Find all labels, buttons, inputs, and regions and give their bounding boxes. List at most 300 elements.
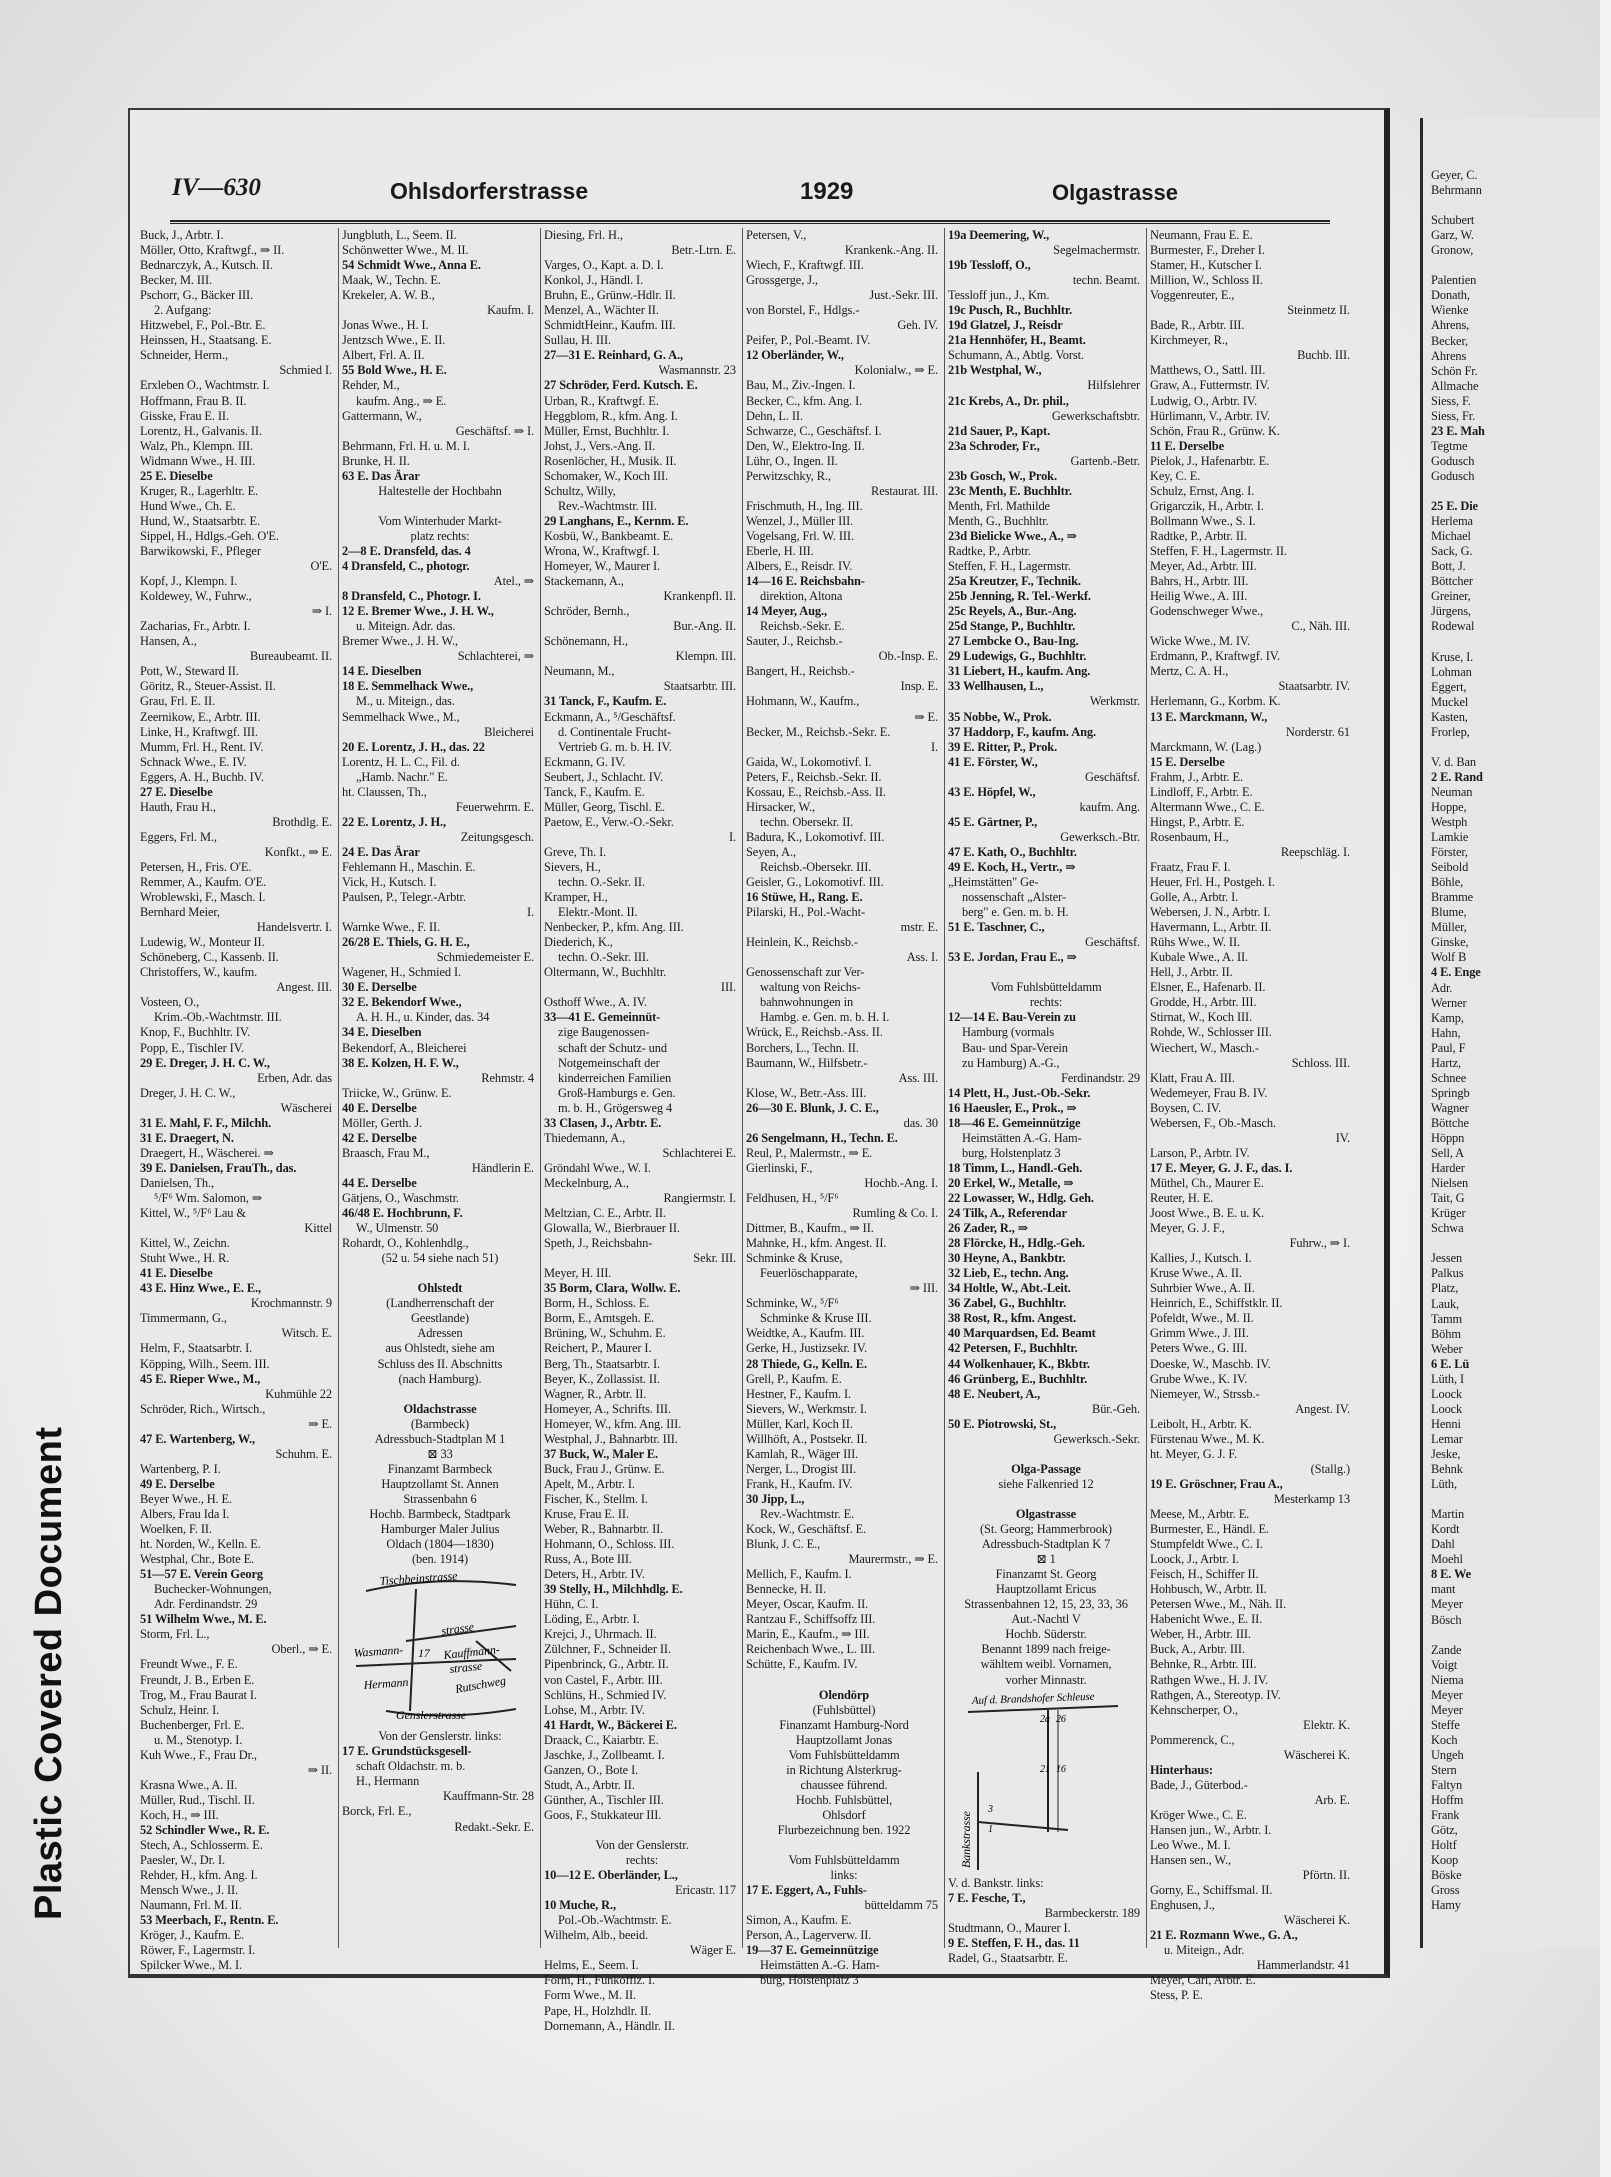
entry-line: 47 E. Kath, O., Buchhltr. xyxy=(948,844,1077,859)
entry-line: Pilarski, H., Pol.-Wacht- xyxy=(746,905,866,920)
entry-line: Von der Genslerstr. links: xyxy=(378,1729,502,1744)
entry-line: Pol.-Ob.-Wachtmstr. E. xyxy=(558,1913,672,1928)
blank-line xyxy=(746,1673,942,1688)
olgastrasse-street-map xyxy=(948,1692,1128,1872)
map-label: 17 xyxy=(418,1646,430,1661)
entry-line: techn. O.-Sekr. II. xyxy=(558,875,645,890)
entry-line: Rev.-Wachtmstr. III. xyxy=(558,498,657,513)
entry-line: Radtke, P., Arbtr. II. xyxy=(1150,528,1247,543)
entry-line: 23c Menth, E. Buchhltr. xyxy=(948,483,1072,498)
entry-line: Götz, xyxy=(1431,1823,1458,1838)
entry-line: Mesterkamp 13 xyxy=(1273,1491,1350,1506)
entry-line: Sievers, H., xyxy=(544,859,601,874)
entry-line: 46 Grünberg, E., Buchhltr. xyxy=(948,1371,1088,1386)
entry-line: Wasmannstr. 23 xyxy=(658,363,736,378)
entry-line: bahnwohnungen in xyxy=(760,995,854,1010)
entry-line: von Castel, F., Arbtr. III. xyxy=(544,1672,663,1687)
entry-line: Restaurat. III. xyxy=(871,483,938,498)
entry-line: Freundt Wwe., F. E. xyxy=(140,1657,238,1672)
entry-line: Borchers, L., Techn. II. xyxy=(746,1040,859,1055)
entry-line: Buchenberger, Frl. E. xyxy=(140,1717,245,1732)
map-label: 3 xyxy=(988,1803,993,1815)
entry-line: Stamer, H., Kutscher I. xyxy=(1150,258,1262,273)
entry-line: 35 Nobbe, W., Prok. xyxy=(948,709,1052,724)
entry-line: Zeitungsgesch. xyxy=(460,829,534,844)
entry-line: 27 E. Dieselbe xyxy=(140,784,213,799)
page-header xyxy=(172,174,1322,214)
entry-line: Kruger, R., Lagerhltr. E. xyxy=(140,483,259,498)
entry-line: SchmidtHeinr., Kaufm. III. xyxy=(544,318,676,333)
entry-line: Zacharias, Fr., Arbtr. I. xyxy=(140,619,251,634)
entry-line: Homeyer, W., kfm. Ang. III. xyxy=(544,1416,682,1431)
entry-line: Gerke, H., Justizsekr. IV. xyxy=(746,1341,868,1356)
entry-line: H., Hermann xyxy=(356,1774,420,1789)
entry-line: Linke, H., Kraftwgf. III. xyxy=(140,724,258,739)
entry-line: Stumpfeldt Wwe., C. I. xyxy=(1150,1537,1263,1552)
entry-line: Bur.-Ang. II. xyxy=(673,619,736,634)
entry-line: Meese, M., Arbtr. E. xyxy=(1150,1506,1250,1521)
entry-line: Hund, W., Staatsarbtr. E. xyxy=(140,513,261,528)
column-3 xyxy=(544,228,740,2033)
entry-line: Gewerksch.-Btr. xyxy=(1060,829,1140,844)
entry-line: Joost Wwe., B. E. u. K. xyxy=(1150,1206,1265,1221)
entry-line: Stirnat, W., Koch III. xyxy=(1150,1010,1253,1025)
entry-line: 20 E. Lorentz, J. H., das. 22 xyxy=(342,739,485,754)
entry-line: Wagner xyxy=(1431,1100,1469,1115)
entry-line: 12 Oberländer, W., xyxy=(746,348,844,363)
entry-line: 9 E. Steffen, F. H., das. 11 xyxy=(948,1935,1080,1950)
entry-line: Geestlande) xyxy=(410,1311,470,1326)
entry-line: Herlema xyxy=(1431,514,1473,529)
entry-line: Rathgen, A., Stereotyp. IV. xyxy=(1150,1687,1281,1702)
entry-line: 25 E. Dieselbe xyxy=(140,468,213,483)
entry-line: Müller, Rud., Tischl. II. xyxy=(140,1792,255,1807)
entry-line: Bleicherei xyxy=(484,724,534,739)
entry-line: 6 E. Lü xyxy=(1431,1356,1470,1371)
entry-line: Krankenk.-Ang. II. xyxy=(844,243,938,258)
entry-line: Steinmetz II. xyxy=(1287,303,1350,318)
entry-line: 26—30 E. Blunk, J. C. E., xyxy=(746,1100,879,1115)
entry-line: Eggers, A. H., Buchb. IV. xyxy=(140,769,264,784)
entry-line: Baumann, W., Hilfsbetr.- xyxy=(746,1055,868,1070)
entry-line: Kock, W., Geschäftsf. E. xyxy=(746,1522,867,1537)
entry-line: 31 E. Draegert, N. xyxy=(140,1130,234,1145)
entry-line: Hingst, P., Arbtr. E. xyxy=(1150,814,1245,829)
entry-line: Siess, F. xyxy=(1431,393,1471,408)
entry-line: Muckel xyxy=(1431,694,1469,709)
entry-line: Becker, M. III. xyxy=(140,273,212,288)
entry-line: Seubert, J., Schlacht. IV. xyxy=(544,769,663,784)
entry-line: 10 Muche, R., xyxy=(544,1898,617,1913)
entry-line: Hund Wwe., Ch. E. xyxy=(140,498,236,513)
entry-line: Maak, W., Techn. E. xyxy=(342,273,441,288)
entry-line: Krekeler, A. W. B., xyxy=(342,288,435,303)
entry-line: Feisch, H., Schiffer II. xyxy=(1150,1567,1259,1582)
entry-line: Oltermann, W., Buchhltr. xyxy=(544,965,667,980)
entry-line: ⇒ I. xyxy=(311,604,332,619)
entry-line: Paul, F xyxy=(1431,1040,1466,1055)
entry-line: Key, C. E. xyxy=(1150,468,1201,483)
entry-line: Rosenbaum, H., xyxy=(1150,829,1229,844)
entry-line: Von der Genslerstr. xyxy=(595,1838,689,1853)
entry-line: Million, W., Schloss II. xyxy=(1150,273,1263,288)
entry-line: Wicke Wwe., M. IV. xyxy=(1150,634,1251,649)
entry-line: Finanzamt Hamburg-Nord xyxy=(779,1717,909,1732)
entry-line: Feldhusen, H., ⁵/F⁶ xyxy=(746,1191,839,1205)
entry-line: Allmache xyxy=(1431,378,1479,393)
entry-line: Form Wwe., M. II. xyxy=(544,1988,637,2003)
entry-line: Meyer, Carl, Arbtr. E. xyxy=(1150,1973,1256,1988)
entry-line: Neuman xyxy=(1431,784,1473,799)
entry-line: Eggers, Frl. M., xyxy=(140,829,217,844)
entry-line: Schütte, F., Kaufm. IV. xyxy=(746,1657,858,1672)
entry-line: 18—46 E. Gemeinnützige xyxy=(948,1115,1081,1130)
entry-line: in Richtung Alsterkrug- xyxy=(786,1762,902,1777)
entry-line: Jungbluth, L., Seem. II. xyxy=(342,228,457,242)
entry-line: Loock xyxy=(1431,1386,1463,1401)
entry-line: Flurbezeichnung ben. 1922 xyxy=(777,1822,911,1837)
entry-line: Homeyer, W., Maurer I. xyxy=(544,559,661,574)
entry-line: Elektr. K. xyxy=(1303,1717,1350,1732)
entry-line: 8 Dransfeld, C., Photogr. I. xyxy=(342,589,481,604)
entry-line: Paulsen, P., Telegr.-Arbtr. xyxy=(342,890,466,905)
entry-line: kaufm. Ang., ⇒ E. xyxy=(356,393,447,408)
blank-line xyxy=(544,1823,740,1838)
entry-line: 51 Wilhelm Wwe., M. E. xyxy=(140,1612,267,1627)
map-label: Rutschweg xyxy=(454,1673,507,1697)
entry-line: Erdmann, P., Kraftwgf. IV. xyxy=(1150,649,1281,664)
entry-line: bütteldamm 75 xyxy=(864,1898,938,1913)
entry-line: Doeske, W., Maschb. IV. xyxy=(1150,1356,1271,1371)
entry-line: Dittmer, B., Kaufm., ⇒ II. xyxy=(746,1221,874,1236)
entry-line: Handelsvertr. I. xyxy=(256,920,332,935)
entry-line: Geisler, G., Lokomotivf. III. xyxy=(746,875,884,890)
entry-line: 25a Kreutzer, F., Technik. xyxy=(948,574,1081,589)
entry-line: Krasna Wwe., A. II. xyxy=(140,1777,238,1792)
entry-line: 44 E. Derselbe xyxy=(342,1175,417,1190)
entry-line: Behnk xyxy=(1431,1462,1463,1477)
entry-line: Hühn, C. I. xyxy=(544,1597,599,1612)
blank-line xyxy=(342,499,538,514)
entry-line: Koop xyxy=(1431,1853,1459,1868)
entry-line: Hochb. Fuhlsbüttel, xyxy=(795,1792,893,1807)
entry-line: Kruse, Frau E. II. xyxy=(544,1506,629,1521)
entry-line: 55 Bold Wwe., H. E. xyxy=(342,363,447,378)
entry-line: 21 E. Rozmann Wwe., G. A., xyxy=(1150,1928,1298,1943)
entry-line: 32 E. Bekendorf Wwe., xyxy=(342,995,462,1010)
entry-line: Pape, H., Holzhdlr. II. xyxy=(544,2003,652,2018)
entry-line: Köpping, Wilh., Seem. III. xyxy=(140,1356,270,1371)
entry-line: Draack, C., Kaiarbtr. E. xyxy=(544,1732,659,1747)
entry-line: aus Ohlstedt, siehe am xyxy=(385,1341,495,1356)
entry-line: Glowalla, W., Bierbrauer II. xyxy=(544,1221,680,1236)
entry-line: Feuerlöschapparate, xyxy=(760,1266,858,1281)
entry-line: Seyen, A., xyxy=(746,844,796,859)
entry-line: Fuhrw., ⇒ I. xyxy=(1289,1236,1350,1251)
entry-line: Peters, F., Reichsb.-Sekr. II. xyxy=(746,769,882,784)
entry-line: Behrmann, Frl. H. u. M. I. xyxy=(342,438,470,453)
entry-line: Koch xyxy=(1431,1732,1458,1747)
blank-line xyxy=(948,1447,1144,1462)
entry-line: Eberle, H. III. xyxy=(746,543,814,558)
entry-line: Paetow, E., Verw.-O.-Sekr. xyxy=(544,814,674,829)
entry-line: Bösch xyxy=(1431,1612,1462,1627)
adjacent-page-column xyxy=(1431,168,1611,1913)
entry-line: Menth, G., Buchhltr. xyxy=(948,513,1049,528)
entry-line: Springb xyxy=(1431,1085,1470,1100)
entry-line: Bremer Wwe., J. H. W., xyxy=(342,634,458,649)
entry-line: Pielok, J., Hafenarbtr. E. xyxy=(1150,453,1270,468)
entry-line: Meltzian, C. E., Arbtr. II. xyxy=(544,1206,666,1221)
entry-line: 13 E. Marckmann, W., xyxy=(1150,709,1268,724)
entry-line: Heimstätten A.-G. Ham- xyxy=(962,1130,1082,1145)
entry-line: ht. Meyer, G. J. F. xyxy=(1150,1446,1238,1461)
entry-line: Hohmann, O., Schloss. III. xyxy=(544,1537,675,1552)
entry-line: 40 E. Derselbe xyxy=(342,1100,417,1115)
entry-line: Form, H., Funkoffiz. I. xyxy=(544,1973,656,1988)
entry-line: Genossenschaft zur Ver- xyxy=(746,965,865,980)
entry-line: Becker, xyxy=(1431,333,1468,348)
entry-line: Varges, O., Kapt. a. D. I. xyxy=(544,258,664,273)
entry-line: 7 E. Fesche, T., xyxy=(948,1890,1026,1905)
entry-line: 42 Petersen, F., Buchhltr. xyxy=(948,1341,1078,1356)
entry-line: Hochb. Barmbeck, Stadtpark xyxy=(369,1506,511,1521)
entry-line: Pott, W., Steward II. xyxy=(140,664,239,679)
entry-line: Meyer, Oscar, Kaufm. II. xyxy=(746,1597,869,1612)
entry-line: Just.-Sekr. III. xyxy=(869,288,938,303)
entry-line: Koch, H., ⇒ III. xyxy=(140,1807,219,1822)
entry-line: Brüning, W., Schuhm. E. xyxy=(544,1326,666,1341)
entry-line: Johst, J., Vers.-Ang. II. xyxy=(544,438,656,453)
entry-line: Konkol, J., Händl. I. xyxy=(544,273,644,288)
entry-line: Wäscherei K. xyxy=(1283,1747,1350,1762)
entry-line: berg" e. Gen. m. b. H. xyxy=(962,905,1069,920)
entry-line: Deters, H., Arbtr. IV. xyxy=(544,1567,645,1582)
entry-line: Schmied I. xyxy=(279,363,332,378)
entry-line: Hohbusch, W., Arbtr. II. xyxy=(1150,1582,1267,1597)
entry-line: chaussee führend. xyxy=(800,1777,888,1792)
entry-line: Holtf xyxy=(1431,1838,1457,1853)
entry-line: Sell, A xyxy=(1431,1146,1465,1161)
entry-line: Hauptzollamt St. Annen xyxy=(381,1476,499,1491)
entry-line: Triicke, W., Grünw. E. xyxy=(342,1085,452,1100)
entry-line: Schnee xyxy=(1431,1070,1467,1085)
entry-line: Albert, Frl. A. II. xyxy=(342,348,425,363)
entry-line: Schluss des II. Abschnitts xyxy=(377,1356,503,1371)
entry-line: Klempn. III. xyxy=(675,649,736,664)
entry-line: 4 E. Enge xyxy=(1431,965,1481,980)
entry-line: 16 Haeusler, E., Prok., ⇒ xyxy=(948,1100,1077,1115)
entry-line: Ungeh xyxy=(1431,1747,1464,1762)
entry-line: 28 Thiede, G., Kelln. E. xyxy=(746,1356,867,1371)
entry-line: Jessen xyxy=(1431,1251,1463,1266)
entry-line: 34 Holtle, W., Abt.-Leit. xyxy=(948,1281,1071,1296)
map-street-line xyxy=(356,1659,516,1666)
entry-line: Weber, R., Bahnarbtr. II. xyxy=(544,1522,664,1537)
entry-line: Hilfslehrer xyxy=(1087,378,1140,393)
entry-line: Kossau, E., Reichsb.-Ass. II. xyxy=(746,784,886,799)
entry-line: Stech, A., Schlosserm. E. xyxy=(140,1838,263,1853)
entry-line: Frischmuth, H., Ing. III. xyxy=(746,498,863,513)
entry-line: Bau, M., Ziv.-Ingen. I. xyxy=(746,378,856,393)
entry-line: Reichsb.-Sekr. E. xyxy=(760,619,845,634)
entry-line: Dehn, L. II. xyxy=(746,408,803,423)
entry-line: Tegtme xyxy=(1431,438,1468,453)
entry-line: ⇒ E. xyxy=(308,1416,332,1431)
column-divider xyxy=(944,228,945,1948)
entry-line: Oldach (1804—1830) xyxy=(386,1537,494,1552)
entry-line: I. xyxy=(728,829,736,844)
street-right-title: Olgastrasse xyxy=(1052,180,1178,205)
entry-line: Ass. I. xyxy=(906,950,938,965)
entry-line: Osthoff Wwe., A. IV. xyxy=(544,995,647,1010)
entry-line: Meyer xyxy=(1431,1687,1463,1702)
entry-line: Grimm Wwe., J. III. xyxy=(1150,1326,1249,1341)
entry-line: Aut.-Nachtl V xyxy=(1011,1612,1081,1627)
entry-line: Paesler, W., Dr. I. xyxy=(140,1853,226,1868)
entry-line: Kolonialw., ⇒ E. xyxy=(854,363,938,378)
entry-line: 23 E. Mah xyxy=(1431,423,1485,438)
entry-line: „Heimstätten" Ge- xyxy=(948,875,1039,890)
entry-line: Dreger, J. H. C. W., xyxy=(140,1085,236,1100)
entry-line: Bade, J., Güterbod.- xyxy=(1150,1777,1248,1792)
entry-line: 29 E. Dreger, J. H. C. W., xyxy=(140,1055,270,1070)
entry-line: Ferdinandstr. 29 xyxy=(1061,1070,1140,1085)
entry-line: 25b Jenning, R. Tel.-Werkf. xyxy=(948,589,1091,604)
entry-line: Kauffmann-Str. 28 xyxy=(443,1789,534,1804)
entry-line: Adr. xyxy=(1431,980,1453,995)
entry-line: ht. Claussen, Th., xyxy=(342,784,427,799)
entry-line: Ludewig, W., Monteur II. xyxy=(140,935,265,950)
entry-line: V. d. Ban xyxy=(1431,754,1476,769)
entry-line: Sievers, W., Werkmstr. I. xyxy=(746,1401,867,1416)
entry-line: Steffen, F. H., Lagermstr. xyxy=(948,559,1071,574)
entry-line: Schneider, Herm., xyxy=(140,348,228,363)
entry-line: Schuhm. E. xyxy=(275,1446,332,1461)
entry-line: Strassenbahnen 12, 15, 23, 33, 36 xyxy=(964,1597,1128,1612)
entry-line: Klose, W., Betr.-Ass. III. xyxy=(746,1085,867,1100)
entry-line: Mensch Wwe., J. II. xyxy=(140,1883,239,1898)
entry-line: Hochb.-Ang. I. xyxy=(864,1175,938,1190)
entry-line: 17 E. Grundstücksgesell- xyxy=(342,1744,472,1759)
entry-line: Warnke Wwe., F. II. xyxy=(342,920,441,935)
entry-line: Meyer, Ad., Arbtr. III. xyxy=(1150,559,1257,574)
entry-line: Erxleben O., Wachtmstr. I. xyxy=(140,378,270,393)
entry-line: Tanck, F., Kaufm. E. xyxy=(544,784,645,799)
entry-line: Stess, P. E. xyxy=(1150,1988,1203,2003)
entry-line: Witsch. E. xyxy=(281,1326,332,1341)
entry-line: Benannt 1899 nach freige- xyxy=(981,1642,1111,1657)
entry-line: Goos, F., Stukkateur III. xyxy=(544,1807,662,1822)
entry-line: Walz, Ph., Klempn. III. xyxy=(140,438,254,453)
entry-line: Reepschläg. I. xyxy=(1280,844,1350,859)
blank-line xyxy=(342,1266,538,1281)
entry-line: Schönwetter Wwe., M. II. xyxy=(342,243,469,258)
entry-line: Gartenb.-Betr. xyxy=(1070,453,1140,468)
entry-line: 31 E. Mahl, F. F., Milchh. xyxy=(140,1115,272,1130)
entry-line: Kallies, J., Kutsch. I. xyxy=(1150,1251,1252,1266)
map-label: 16 xyxy=(1056,1763,1066,1775)
entry-line: Braasch, Frau M., xyxy=(342,1145,430,1160)
entry-line: Gross xyxy=(1431,1883,1460,1898)
entry-line: Gätjens, O., Waschmstr. xyxy=(342,1191,459,1205)
entry-line: Geschäftsf. xyxy=(1085,935,1140,950)
entry-line: Behrmann xyxy=(1431,183,1482,198)
entry-line: 4 Dransfeld, C., photogr. xyxy=(342,559,470,574)
entry-line: Förster, xyxy=(1431,845,1468,860)
entry-line: Schulz, Heinr. I. xyxy=(140,1702,220,1717)
column-1 xyxy=(140,228,336,1973)
entry-line: Möller, Gerth. J. xyxy=(342,1115,423,1130)
entry-line: Donath, xyxy=(1431,288,1470,303)
entry-line: Leibolt, H., Arbtr. K. xyxy=(1150,1416,1252,1431)
map-label: Tischbeinstrasse xyxy=(379,1568,458,1589)
entry-line: (ben. 1914) xyxy=(411,1552,469,1567)
entry-line: Zande xyxy=(1431,1642,1462,1657)
entry-line: Betr.-Ltrn. E. xyxy=(671,243,736,258)
entry-line: Schmiedemeister E. xyxy=(436,950,534,965)
entry-line: Thiedemann, A., xyxy=(544,1130,626,1145)
entry-line: 14 E. Dieselben xyxy=(342,664,422,679)
entry-line: Trog, M., Frau Baurat I. xyxy=(140,1687,257,1702)
entry-line: Zülchner, F., Schneider II. xyxy=(544,1642,671,1657)
entry-line: Röwer, F., Lagermstr. I. xyxy=(140,1943,256,1958)
entry-line: Buchb. III. xyxy=(1297,348,1350,363)
entry-line: Schön, Frau R., Grünw. K. xyxy=(1150,423,1280,438)
entry-line: Zeernikow, E., Arbtr. III. xyxy=(140,709,261,724)
entry-line: Schlüns, H., Schmied IV. xyxy=(544,1687,667,1702)
entry-line: Ericastr. 117 xyxy=(675,1883,736,1898)
entry-line: (nach Hamburg). xyxy=(398,1371,482,1386)
entry-line: Fraatz, Frau F. I. xyxy=(1150,859,1231,874)
entry-line: Hürlimann, V., Arbtr. IV. xyxy=(1150,408,1271,423)
entry-line: Burmester, F., Dreher I. xyxy=(1150,243,1265,258)
entry-line: Perwitzschky, R., xyxy=(746,468,831,483)
entry-line: Reuter, H. E. xyxy=(1150,1191,1214,1205)
entry-line: Schnack Wwe., E. IV. xyxy=(140,754,247,769)
entry-line: Händlerin E. xyxy=(471,1160,534,1175)
entry-line: Habenicht Wwe., E. II. xyxy=(1150,1612,1263,1627)
entry-line: Stackemann, A., xyxy=(544,574,624,589)
entry-line: vorher Minnastr. xyxy=(1005,1672,1087,1687)
entry-line: Böttcher xyxy=(1431,574,1473,589)
entry-line: Henni xyxy=(1431,1416,1461,1431)
entry-line: Gisske, Frau E. II. xyxy=(140,408,229,423)
entry-line: Borck, Frl. E., xyxy=(342,1804,412,1819)
entry-line: 21b Westphal, W., xyxy=(948,363,1042,378)
entry-line: Hirsacker, W., xyxy=(746,799,815,814)
entry-line: Golle, A., Arbtr. I. xyxy=(1150,890,1239,905)
entry-line: Schminke & Kruse, xyxy=(746,1251,843,1266)
entry-line: Russ, A., Bote III. xyxy=(544,1552,632,1567)
entry-line: Wäscherei K. xyxy=(1283,1913,1350,1928)
entry-line: 63 E. Das Ärar xyxy=(342,468,420,483)
entry-line: Heimstätten A.-G. Ham- xyxy=(760,1958,880,1973)
entry-line: Ahrens, xyxy=(1431,318,1470,333)
entry-line: 32 Lieb, E., techn. Ang. xyxy=(948,1266,1069,1281)
entry-line: Segelmachermstr. xyxy=(1053,243,1140,258)
entry-line: rechts: xyxy=(1029,995,1063,1010)
map-label: Bankstrasse xyxy=(959,1810,973,1868)
entry-line: Ohlstedt xyxy=(417,1281,463,1296)
entry-line: Gronow, xyxy=(1431,243,1474,258)
entry-line: Lorentz, H., Galvanis. II. xyxy=(140,423,262,438)
entry-line: ⇒ E. xyxy=(914,709,938,724)
entry-line: Schumann, A., Abtlg. Vorst. xyxy=(948,348,1084,363)
entry-line: 27—31 E. Reinhard, G. A., xyxy=(544,348,683,363)
entry-line: Schwarze, C., Geschäftsf. I. xyxy=(746,423,882,438)
entry-line: Finanzamt Barmbeck xyxy=(387,1461,493,1476)
